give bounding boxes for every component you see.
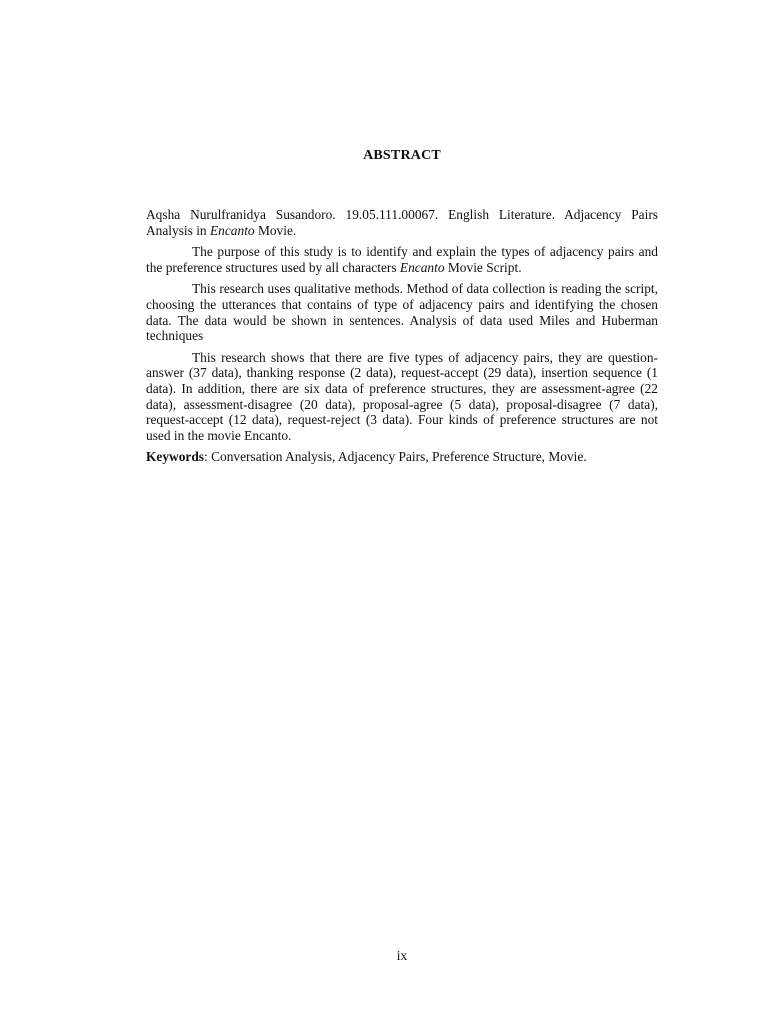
purpose-paragraph bbox=[146, 244, 658, 275]
document-page bbox=[146, 0, 658, 1024]
method-paragraph: This research uses qualitative methods. Method of data collection is reading the script, choosing the utterances that contains of type of adjacency pairs and identifying the chosen data. The data would be shown in sentences. Analysis of data used Miles and Huberman techniques bbox=[146, 281, 658, 344]
page-number: ix bbox=[396, 948, 408, 963]
citation-movie-title: Encanto bbox=[209, 222, 255, 238]
results-paragraph: This research shows that there are five types of adjacency pairs, they are question-answer (37 data), thanking response (2 data), request-accept (29 data), insertion sequence (1 data). In addition, there are six data of preference structures, they are assessment-agree (22 data), assessment-disagree (20 data), proposal-agree (5 data), proposal-disagree (7 data), request-accept (12 data), request-reject (3 data). Four kinds of preference structures are not used in the movie Encanto. bbox=[146, 349, 658, 443]
citation-suffix: Movie. bbox=[254, 222, 297, 238]
citation-line bbox=[146, 207, 658, 238]
keywords-line bbox=[146, 449, 658, 465]
abstract-title: ABSTRACT bbox=[363, 148, 441, 163]
keywords-text: : Conversation Analysis, Adjacency Pairs, Preference Structure, Movie. bbox=[204, 449, 587, 465]
purpose-suffix: Movie Script. bbox=[444, 259, 522, 275]
purpose-prefix: The purpose of this study is to identify and explain the types of adjacency pairs and the preference structures used by all characters bbox=[146, 244, 658, 275]
abstract-body bbox=[146, 207, 658, 471]
citation-prefix: Aqsha Nurulfranidya Susandoro. 19.05.111.00067. English Literature. Adjacency Pairs Analysis in bbox=[146, 207, 658, 238]
purpose-movie-title: Encanto bbox=[399, 259, 445, 275]
keywords-label: Keywords bbox=[146, 449, 205, 465]
